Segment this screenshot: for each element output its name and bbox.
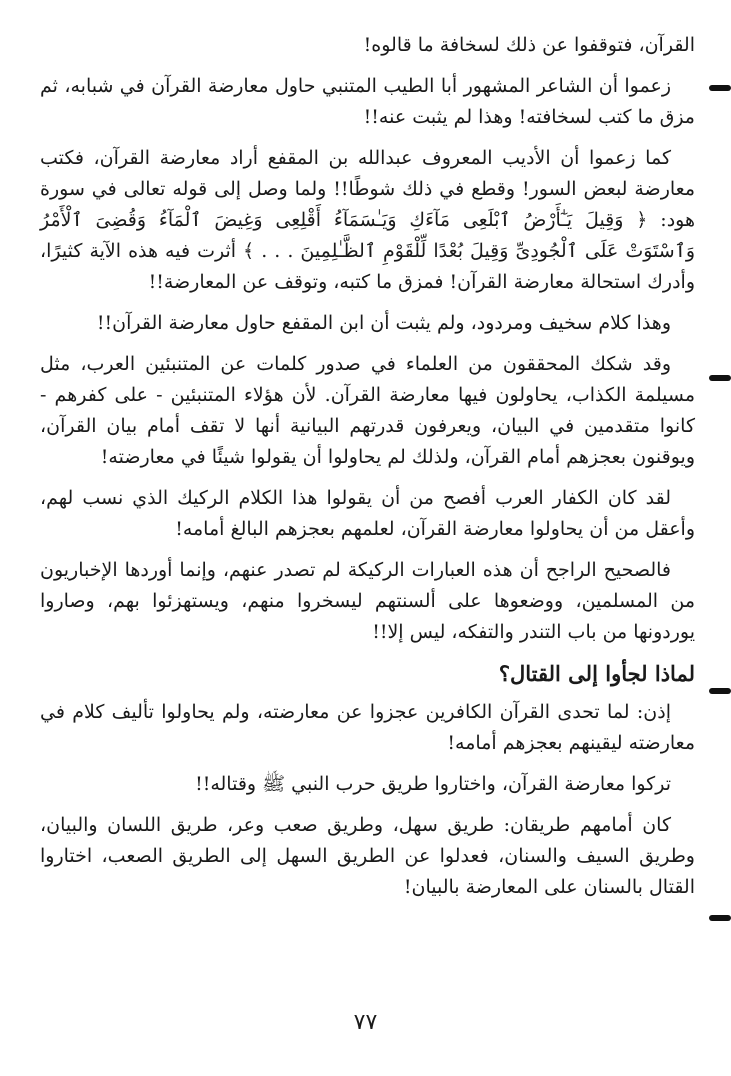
paragraph: كان أمامهم طريقان: طريق سهل، وطريق صعب وعر، طريق اللسان والبيان، وطريق السيف والسنان، فعدلوا عن الطريق السهل إلى الطريق الصعب، اختاروا القتال بالسنان على المعارضة بالبيان! xyxy=(40,814,695,898)
paragraph: وقد شكك المحققون من العلماء في صدور كلمات عن المتنبئين العرب، مثل مسيلمة الكذاب، يحاولون فيها معارضة القرآن. لأن هؤلاء المتنبئين - على كفرهم - كانوا متقدمين في البيان، ويعرفون قدرتهم البيانية أنها لا تقف أمام بيان القرآن، ويوقنون بعجزهم أمام القرآن، ولذلك لم يحاولوا أن يقولوا شيئًا في معارضته! xyxy=(40,353,695,468)
paragraph: كما زعموا أن الأديب المعروف عبدالله بن المقفع أراد معارضة القرآن، فكتب معارضة لبعض السور! وقطع في ذلك شوطًا!! ولما وصل إلى قوله تعالى في سورة هود: ﴿ وَقِيلَ يَـٰٓأَرْضُ ٱبْلَعِى مَآءَكِ وَيَـٰسَمَآءُ أَقْلِعِى وَغِيضَ ٱلْمَآءُ وَقُضِىَ ٱلْأَمْرُ وَٱسْتَوَتْ عَلَى ٱلْجُودِىِّ وَقِيلَ بُعْدًا لِّلْقَوْمِ ٱلظَّـٰلِمِينَ . . . ﴾ أثرت فيه هذه الآية كثيرًا، وأدرك استحالة معارضة القرآن! فمزق ما كتبه، وتوقف عن المعارضة!! xyxy=(40,147,695,293)
paragraph: تركوا معارضة القرآن، واختاروا طريق حرب النبي ﷺ وقتاله!! xyxy=(195,773,671,795)
margin-mark xyxy=(709,85,731,91)
section-heading: لماذا لجأوا إلى القتال؟ xyxy=(498,661,695,686)
margin-mark xyxy=(709,375,731,381)
margin-mark xyxy=(709,688,731,694)
paragraph: لقد كان الكفار العرب أفصح من أن يقولوا هذا الكلام الركيك الذي نسب لهم، وأعقل من أن يحاولوا معارضة القرآن، لعلمهم بعجزهم البالغ أمامه! xyxy=(40,487,695,540)
paragraph: القرآن، فتوقفوا عن ذلك لسخافة ما قالوه! xyxy=(363,34,695,56)
paragraph: إذن: لما تحدى القرآن الكافرين عجزوا عن معارضته، ولم يحاولوا تأليف كلام في معارضته ليقينهم بعجزهم أمامه! xyxy=(40,701,695,754)
margin-mark xyxy=(709,915,731,921)
page-body xyxy=(40,30,695,913)
paragraph: زعموا أن الشاعر المشهور أبا الطيب المتنبي حاول معارضة القرآن في شبابه، ثم مزق ما كتب لسخافته! وهذا لم يثبت عنه!! xyxy=(40,75,695,128)
paragraph: فالصحيح الراجح أن هذه العبارات الركيكة لم تصدر عنهم، وإنما أوردها الإخباريون من المسلمين، ووضعوها على ألسنتهم ليسخروا منهم، ويستهزئوا بهم، وصاروا يوردونها من باب التندر والتفكه، ليس إلا!! xyxy=(40,559,695,643)
paragraph: وهذا كلام سخيف ومردود، ولم يثبت أن ابن المقفع حاول معارضة القرآن!! xyxy=(96,312,671,334)
page-number: ٧٧ xyxy=(353,1010,378,1035)
